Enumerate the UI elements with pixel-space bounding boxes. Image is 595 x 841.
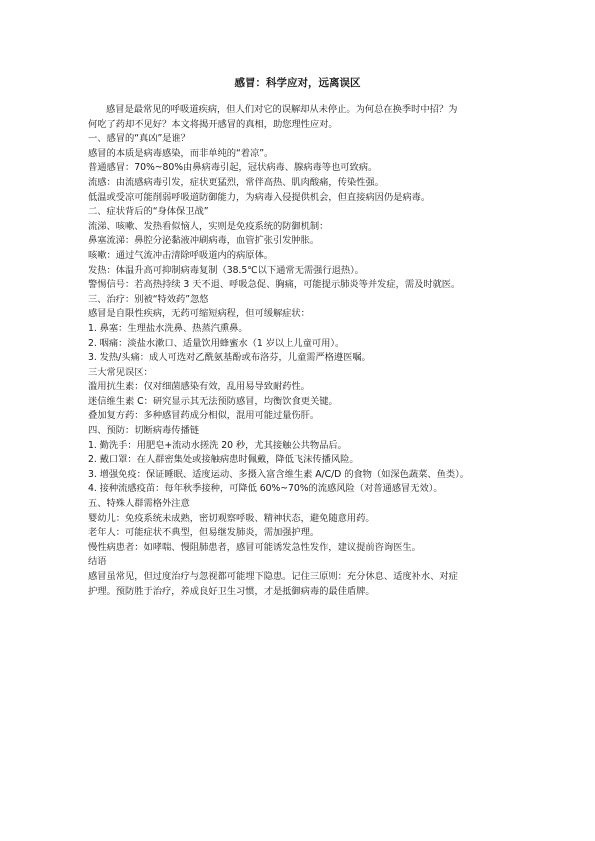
body-line: 4. 接种流感疫苗：每年秋季接种，可降低 60%~70%的流感风险（对普通感冒无效）。 xyxy=(88,483,443,495)
body-line: 二、症状背后的“身体保卫战” xyxy=(88,206,209,218)
body-line: 三、治疗：别被“特效药”忽悠 xyxy=(88,293,209,305)
body-line: 何吃了药却不见好？本文将揭开感冒的真相，助您理性应对。 xyxy=(88,118,338,130)
body-line: 3. 增强免疫：保证睡眠、适度运动、多摄入富含维生素 A/C/D 的食物（如深色蔬菜、鱼类）。 xyxy=(88,468,469,480)
body-line: 咳嗽：通过气流冲击清除呼吸道内的病原体。 xyxy=(88,249,273,261)
body-line: 1. 勤洗手：用肥皂+流动水搓洗 20 秒，尤其接触公共物品后。 xyxy=(88,439,347,451)
body-line: 流涕、咳嗽、发热看似恼人，实则是免疫系统的防御机制： xyxy=(88,220,329,232)
body-line: 2. 戴口罩：在人群密集处或接触病患时佩戴，降低飞沫传播风险。 xyxy=(88,454,359,466)
body-line: 警惕信号：若高热持续 3 天不退、呼吸急促、胸痛，可能提示肺炎等并发症，需及时就医。 xyxy=(88,279,461,291)
body-line: 低温或受凉可能削弱呼吸道防御能力，为病毒入侵提供机会，但直接病因仍是病毒。 xyxy=(88,191,431,203)
body-line: 结语 xyxy=(88,556,107,568)
body-line: 叠加复方药：多种感冒药成分相似，混用可能过量伤肝。 xyxy=(88,410,320,422)
document-body xyxy=(88,103,507,599)
body-line: 感冒是最常见的呼吸道疾病，但人们对它的误解却从未停止。为何总在换季时中招？为 xyxy=(106,104,458,115)
body-line: 五、特殊人群需格外注意 xyxy=(88,498,190,510)
body-line: 普通感冒：70%~80%由鼻病毒引起，冠状病毒、腺病毒等也可致病。 xyxy=(88,162,378,174)
body-line: 发热：体温升高可抑制病毒复制（38.5℃以下通常无需强行退热）。 xyxy=(88,264,364,276)
body-line: 感冒是自限性疾病，无药可缩短病程，但可缓解症状： xyxy=(88,308,310,320)
body-line: 护理。预防胜于治疗，养成良好卫生习惯，才是抵御病毒的最佳盾牌。 xyxy=(88,585,375,597)
body-line: 2. 咽痛：淡盐水漱口、适量饮用蜂蜜水（1 岁以上儿童可用）。 xyxy=(88,337,345,349)
body-line: 一、感冒的“真凶”是谁？ xyxy=(88,133,191,145)
body-line: 滥用抗生素：仅对细菌感染有效，乱用易导致耐药性。 xyxy=(88,381,310,393)
body-line: 婴幼儿：免疫系统未成熟，密切观察呼吸、精神状态，避免随意用药。 xyxy=(88,512,375,524)
body-line: 3. 发热/头痛：成人可选对乙酰氨基酚或布洛芬，儿童需严格遵医嘱。 xyxy=(88,352,371,364)
document-title: 感冒：科学应对，远离误区 xyxy=(234,77,361,89)
body-line: 四、预防：切断病毒传播链 xyxy=(88,425,199,437)
body-line: 慢性病患者：如哮喘、慢阻肺患者，感冒可能诱发急性发作，建议提前咨询医生。 xyxy=(88,541,421,553)
body-line: 感冒的本质是病毒感染，而非单纯的“着凉”。 xyxy=(88,147,274,159)
body-line: 1. 鼻塞：生理盐水洗鼻、热蒸汽熏鼻。 xyxy=(88,322,248,334)
body-line: 迷信维生素 C：研究显示其无法预防感冒，均衡饮食更关键。 xyxy=(88,395,338,407)
body-line: 老年人：可能症状不典型，但易继发肺炎，需加强护理。 xyxy=(88,527,320,539)
body-line: 流感：由流感病毒引发，症状更猛烈，常伴高热、肌肉酸痛，传染性强。 xyxy=(88,176,384,188)
body-line: 三大常见误区： xyxy=(88,366,153,378)
body-line: 鼻塞流涕：鼻腔分泌黏液冲刷病毒，血管扩张引发肿胀。 xyxy=(88,235,320,247)
body-line: 感冒虽常见，但过度治疗与忽视都可能埋下隐患。记住三原则：充分休息、适度补水、对症 xyxy=(88,571,458,582)
